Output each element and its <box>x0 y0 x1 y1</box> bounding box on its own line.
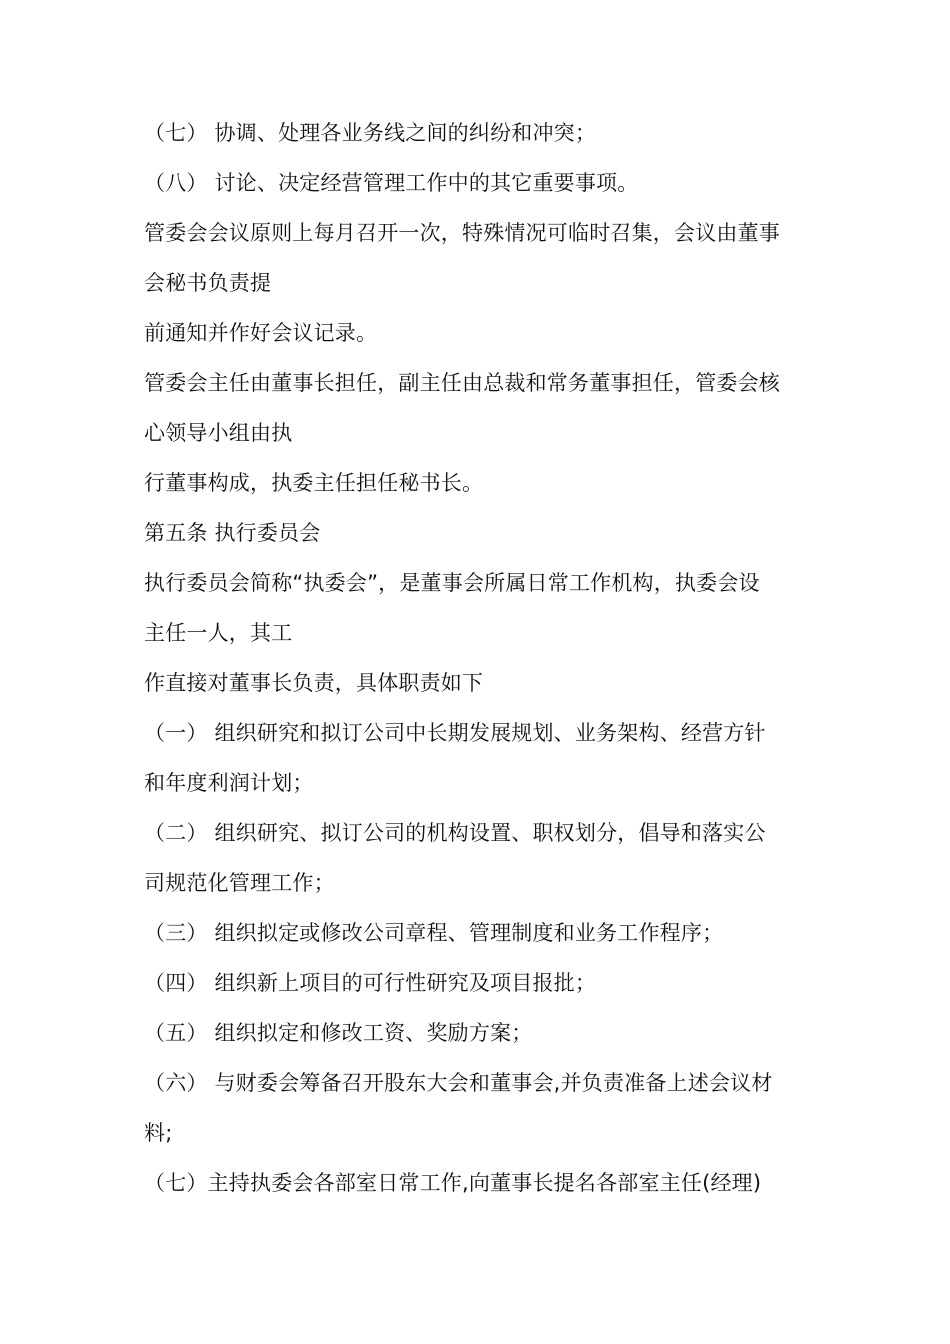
clause-1-line-2: 和年度利润计划； <box>144 771 314 795</box>
clause-8-discuss: （八） 讨论、决定经营管理工作中的其它重要事项。 <box>144 171 639 195</box>
clause-1-line-1: （一） 组织研究和拟订公司中长期发展规划、业务架构、经营方针 <box>144 721 766 745</box>
paragraph-meeting-line-2: 会秘书负责提 <box>144 271 272 295</box>
document-page <box>144 108 824 1208</box>
clause-7-preside: （七）主持执委会各部室日常工作,向董事长提名各部室主任(经理) <box>144 1171 762 1195</box>
paragraph-executive-line-1: 执行委员会简称“执委会”，是董事会所属日常工作机构，执委会设 <box>144 571 760 595</box>
clause-5: （五） 组织拟定和修改工资、奖励方案； <box>144 1021 533 1045</box>
clause-2-line-2: 司规范化管理工作； <box>144 871 335 895</box>
paragraph-executive-line-3: 作直接对董事长负责，具体职责如下 <box>144 671 484 695</box>
paragraph-meeting-line-3: 前通知并作好会议记录。 <box>144 321 378 345</box>
paragraph-meeting-line-1: 管委会会议原则上每月召开一次，特殊情况可临时召集，会议由董事 <box>144 221 780 245</box>
paragraph-executive-line-2: 主任一人，其工 <box>144 621 293 645</box>
clause-7-coordinate: （七） 协调、处理各业务线之间的纠纷和冲突； <box>144 121 597 145</box>
paragraph-director-line-3: 行董事构成，执委主任担任秘书长。 <box>144 471 484 495</box>
clause-2-line-1: （二） 组织研究、拟订公司的机构设置、职权划分，倡导和落实公 <box>144 821 766 845</box>
paragraph-director-line-2: 心领导小组由执 <box>144 421 293 445</box>
paragraph-director-line-1: 管委会主任由董事长担任，副主任由总裁和常务董事担任，管委会核 <box>144 371 780 395</box>
article-5-heading: 第五条 执行委员会 <box>144 521 321 545</box>
clause-6-line-2: 料; <box>144 1121 173 1145</box>
clause-4: （四） 组织新上项目的可行性研究及项目报批； <box>144 971 597 995</box>
clause-6-line-1: （六） 与财委会筹备召开股东大会和董事会,并负责准备上述会议材 <box>144 1071 773 1095</box>
clause-3: （三） 组织拟定或修改公司章程、管理制度和业务工作程序； <box>144 921 724 945</box>
